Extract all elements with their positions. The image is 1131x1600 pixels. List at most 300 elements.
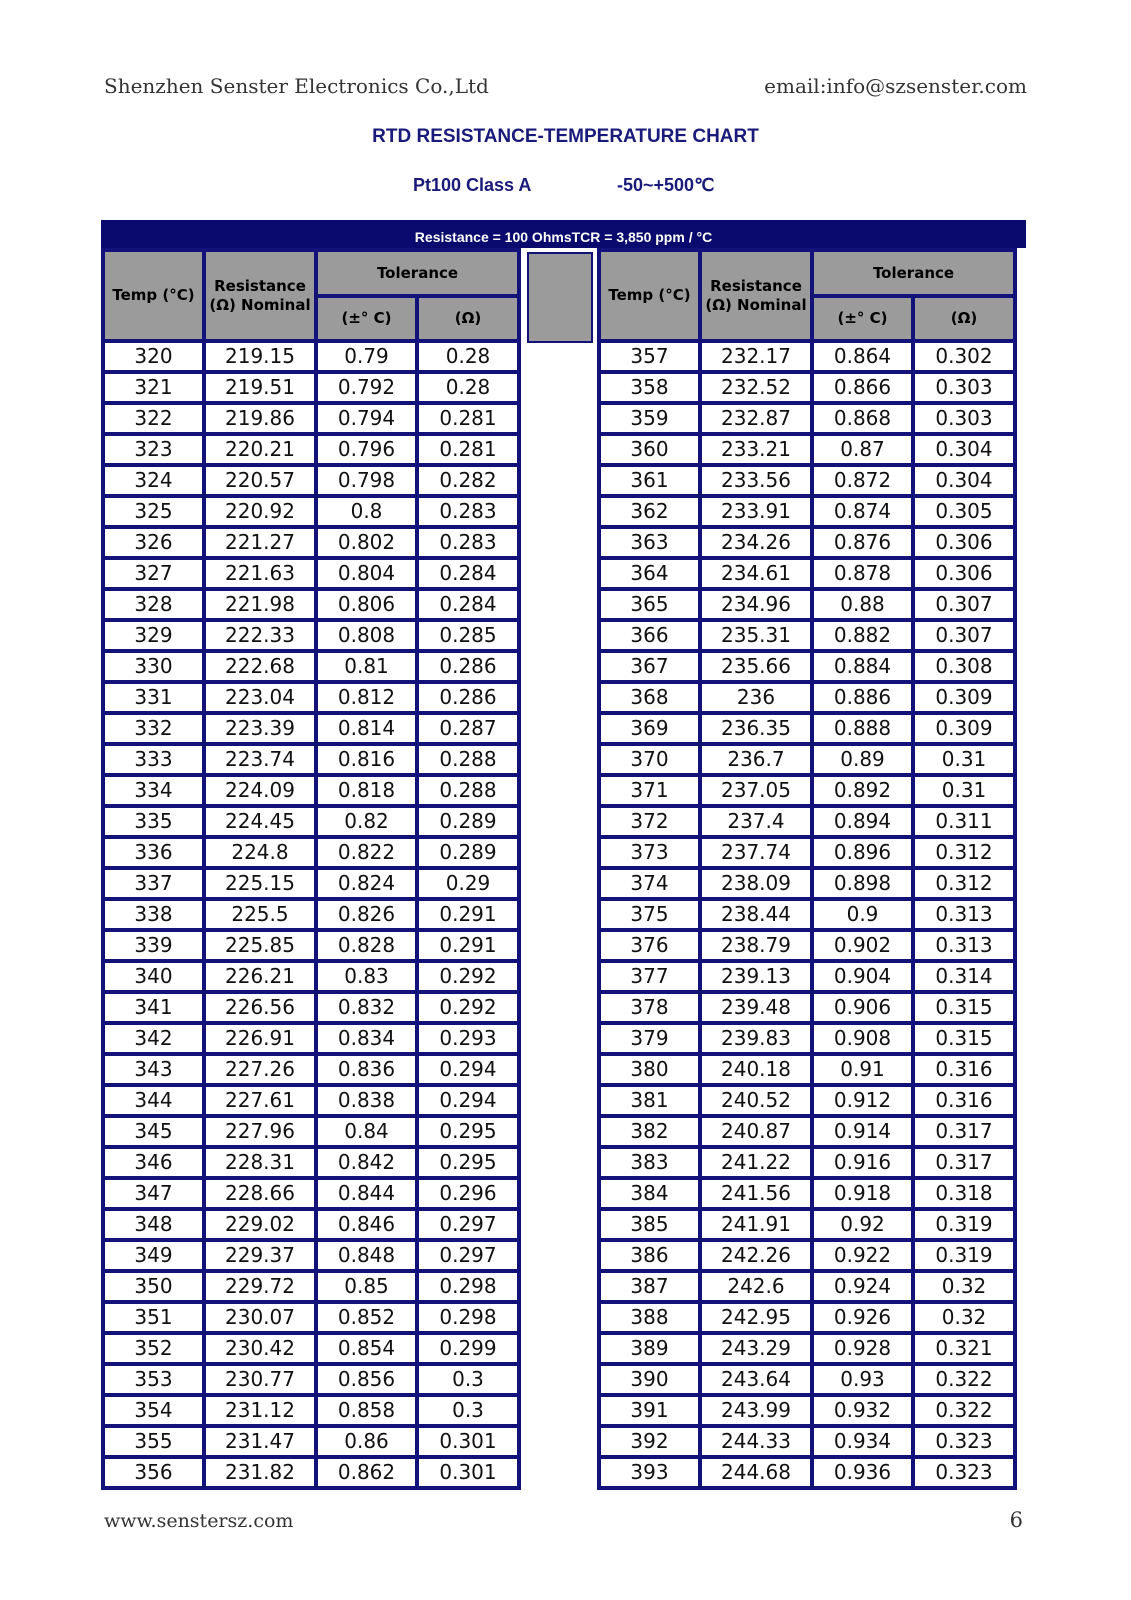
cell-tol-ohm: 0.315	[915, 1025, 1013, 1052]
col-header-resistance: Resistance (Ω) Nominal	[702, 252, 810, 339]
cell-tol-deg: 0.906	[814, 994, 911, 1021]
cell-tol-ohm: 0.292	[419, 963, 517, 990]
cell-temp: 364	[601, 560, 698, 587]
cell-temp: 328	[105, 591, 202, 618]
cell-resistance: 234.26	[702, 529, 810, 556]
cell-tol-deg: 0.802	[318, 529, 415, 556]
cell-resistance: 236.7	[702, 746, 810, 773]
cell-resistance: 231.47	[206, 1428, 314, 1455]
cell-resistance: 238.79	[702, 932, 810, 959]
table-row	[105, 932, 517, 959]
table-row	[105, 1366, 517, 1393]
cell-resistance: 240.52	[702, 1087, 810, 1114]
cell-temp: 389	[601, 1335, 698, 1362]
cell-tol-ohm: 0.307	[915, 622, 1013, 649]
cell-tol-deg: 0.91	[814, 1056, 911, 1083]
cell-temp: 386	[601, 1242, 698, 1269]
cell-tol-ohm: 0.298	[419, 1273, 517, 1300]
cell-tol-deg: 0.882	[814, 622, 911, 649]
cell-tol-ohm: 0.298	[419, 1304, 517, 1331]
cell-tol-ohm: 0.308	[915, 653, 1013, 680]
cell-tol-ohm: 0.316	[915, 1056, 1013, 1083]
cell-tol-deg: 0.894	[814, 808, 911, 835]
cell-tol-ohm: 0.283	[419, 498, 517, 525]
table-row	[105, 870, 517, 897]
table-row	[601, 436, 1013, 463]
cell-temp: 333	[105, 746, 202, 773]
cell-tol-ohm: 0.302	[915, 343, 1013, 370]
cell-tol-deg: 0.916	[814, 1149, 911, 1176]
cell-temp: 366	[601, 622, 698, 649]
cell-tol-ohm: 0.289	[419, 839, 517, 866]
table-row	[601, 1242, 1013, 1269]
cell-resistance: 219.15	[206, 343, 314, 370]
cell-tol-deg: 0.858	[318, 1397, 415, 1424]
cell-tol-ohm: 0.313	[915, 932, 1013, 959]
table-row	[105, 839, 517, 866]
table-row	[601, 529, 1013, 556]
cell-resistance: 243.64	[702, 1366, 810, 1393]
cell-tol-ohm: 0.296	[419, 1180, 517, 1207]
table-row	[601, 374, 1013, 401]
cell-resistance: 220.92	[206, 498, 314, 525]
table-row	[601, 1149, 1013, 1176]
cell-temp: 369	[601, 715, 698, 742]
cell-temp: 347	[105, 1180, 202, 1207]
table-row	[105, 1087, 517, 1114]
table-row	[601, 1335, 1013, 1362]
table-row	[105, 560, 517, 587]
table-body-left	[105, 343, 517, 1486]
cell-tol-deg: 0.794	[318, 405, 415, 432]
table-row	[105, 1459, 517, 1486]
cell-tol-ohm: 0.318	[915, 1180, 1013, 1207]
company-name: Shenzhen Senster Electronics Co.,Ltd	[104, 74, 489, 98]
website-url: www.senstersz.com	[104, 1510, 294, 1532]
cell-tol-ohm: 0.322	[915, 1397, 1013, 1424]
table-row	[105, 498, 517, 525]
cell-temp: 353	[105, 1366, 202, 1393]
cell-tol-deg: 0.79	[318, 343, 415, 370]
col-header-temp: Temp (°C)	[105, 252, 202, 339]
cell-temp: 356	[105, 1459, 202, 1486]
cell-resistance: 230.42	[206, 1335, 314, 1362]
cell-tol-ohm: 0.282	[419, 467, 517, 494]
cell-tol-deg: 0.834	[318, 1025, 415, 1052]
cell-temp: 331	[105, 684, 202, 711]
cell-tol-ohm: 0.297	[419, 1242, 517, 1269]
cell-temp: 335	[105, 808, 202, 835]
cell-tol-deg: 0.864	[814, 343, 911, 370]
cell-tol-ohm: 0.309	[915, 684, 1013, 711]
cell-tol-deg: 0.84	[318, 1118, 415, 1145]
cell-temp: 340	[105, 963, 202, 990]
table-row	[601, 1211, 1013, 1238]
cell-resistance: 235.66	[702, 653, 810, 680]
cell-resistance: 234.61	[702, 560, 810, 587]
cell-tol-deg: 0.886	[814, 684, 911, 711]
cell-resistance: 240.87	[702, 1118, 810, 1145]
cell-resistance: 238.09	[702, 870, 810, 897]
cell-resistance: 228.31	[206, 1149, 314, 1176]
cell-temp: 344	[105, 1087, 202, 1114]
table-row	[601, 1273, 1013, 1300]
cell-tol-deg: 0.854	[318, 1335, 415, 1362]
cell-tol-ohm: 0.303	[915, 405, 1013, 432]
cell-temp: 392	[601, 1428, 698, 1455]
cell-tol-ohm: 0.304	[915, 436, 1013, 463]
col-header-tol-ohm: (Ω)	[419, 298, 517, 339]
cell-temp: 330	[105, 653, 202, 680]
table-row	[601, 498, 1013, 525]
cell-tol-deg: 0.902	[814, 932, 911, 959]
table-row	[105, 808, 517, 835]
cell-tol-deg: 0.8	[318, 498, 415, 525]
cell-tol-ohm: 0.316	[915, 1087, 1013, 1114]
cell-temp: 380	[601, 1056, 698, 1083]
cell-tol-deg: 0.93	[814, 1366, 911, 1393]
cell-resistance: 232.87	[702, 405, 810, 432]
table-row	[105, 1180, 517, 1207]
cell-tol-deg: 0.868	[814, 405, 911, 432]
cell-temp: 368	[601, 684, 698, 711]
cell-temp: 388	[601, 1304, 698, 1331]
cell-resistance: 242.6	[702, 1273, 810, 1300]
col-header-resistance: Resistance (Ω) Nominal	[206, 252, 314, 339]
cell-tol-deg: 0.928	[814, 1335, 911, 1362]
cell-tol-ohm: 0.29	[419, 870, 517, 897]
cell-tol-ohm: 0.321	[915, 1335, 1013, 1362]
cell-resistance: 237.74	[702, 839, 810, 866]
cell-tol-deg: 0.904	[814, 963, 911, 990]
cell-temp: 371	[601, 777, 698, 804]
cell-tol-ohm: 0.289	[419, 808, 517, 835]
cell-tol-ohm: 0.297	[419, 1211, 517, 1238]
cell-resistance: 237.05	[702, 777, 810, 804]
cell-temp: 327	[105, 560, 202, 587]
cell-temp: 365	[601, 591, 698, 618]
table-row	[601, 932, 1013, 959]
header-spacer	[527, 252, 593, 343]
cell-resistance: 227.96	[206, 1118, 314, 1145]
table-row	[105, 1335, 517, 1362]
cell-temp: 367	[601, 653, 698, 680]
cell-tol-ohm: 0.317	[915, 1149, 1013, 1176]
cell-tol-deg: 0.838	[318, 1087, 415, 1114]
cell-resistance: 219.86	[206, 405, 314, 432]
table-row	[601, 622, 1013, 649]
table-row	[105, 405, 517, 432]
cell-temp: 320	[105, 343, 202, 370]
cell-tol-deg: 0.896	[814, 839, 911, 866]
cell-temp: 349	[105, 1242, 202, 1269]
table-row	[601, 994, 1013, 1021]
cell-resistance: 233.56	[702, 467, 810, 494]
cell-resistance: 225.5	[206, 901, 314, 928]
cell-tol-deg: 0.796	[318, 436, 415, 463]
table-row	[601, 405, 1013, 432]
cell-tol-ohm: 0.31	[915, 746, 1013, 773]
cell-resistance: 236.35	[702, 715, 810, 742]
cell-resistance: 223.39	[206, 715, 314, 742]
cell-temp: 359	[601, 405, 698, 432]
cell-resistance: 225.15	[206, 870, 314, 897]
cell-temp: 339	[105, 932, 202, 959]
cell-tol-ohm: 0.285	[419, 622, 517, 649]
col-header-temp: Temp (°C)	[601, 252, 698, 339]
cell-tol-deg: 0.908	[814, 1025, 911, 1052]
cell-tol-deg: 0.852	[318, 1304, 415, 1331]
table-row	[105, 653, 517, 680]
cell-temp: 390	[601, 1366, 698, 1393]
cell-resistance: 231.12	[206, 1397, 314, 1424]
cell-temp: 393	[601, 1459, 698, 1486]
cell-resistance: 230.77	[206, 1366, 314, 1393]
cell-temp: 322	[105, 405, 202, 432]
table-row	[105, 374, 517, 401]
contact-email: email:info@szsenster.com	[764, 74, 1027, 98]
table-row	[601, 777, 1013, 804]
cell-tol-ohm: 0.291	[419, 901, 517, 928]
cell-temp: 375	[601, 901, 698, 928]
cell-resistance: 242.26	[702, 1242, 810, 1269]
cell-temp: 373	[601, 839, 698, 866]
table-row	[601, 467, 1013, 494]
cell-tol-deg: 0.842	[318, 1149, 415, 1176]
cell-resistance: 232.17	[702, 343, 810, 370]
cell-resistance: 241.56	[702, 1180, 810, 1207]
table-row	[601, 870, 1013, 897]
table-row	[105, 1025, 517, 1052]
cell-temp: 341	[105, 994, 202, 1021]
table-row	[601, 1056, 1013, 1083]
cell-tol-ohm: 0.323	[915, 1459, 1013, 1486]
cell-tol-deg: 0.814	[318, 715, 415, 742]
cell-tol-ohm: 0.288	[419, 777, 517, 804]
cell-tol-deg: 0.892	[814, 777, 911, 804]
cell-temp: 370	[601, 746, 698, 773]
cell-tol-deg: 0.912	[814, 1087, 911, 1114]
cell-temp: 382	[601, 1118, 698, 1145]
cell-resistance: 225.85	[206, 932, 314, 959]
table-row	[105, 591, 517, 618]
cell-resistance: 226.56	[206, 994, 314, 1021]
rtd-table-left	[101, 248, 521, 1490]
cell-tol-deg: 0.926	[814, 1304, 911, 1331]
cell-resistance: 226.21	[206, 963, 314, 990]
cell-resistance: 229.37	[206, 1242, 314, 1269]
table-row	[105, 467, 517, 494]
table-row	[105, 622, 517, 649]
cell-resistance: 244.33	[702, 1428, 810, 1455]
table-row	[105, 436, 517, 463]
cell-tol-deg: 0.85	[318, 1273, 415, 1300]
table-row	[601, 343, 1013, 370]
table-row	[601, 1025, 1013, 1052]
cell-temp: 374	[601, 870, 698, 897]
cell-tol-deg: 0.862	[318, 1459, 415, 1486]
cell-tol-deg: 0.81	[318, 653, 415, 680]
cell-temp: 379	[601, 1025, 698, 1052]
table-row	[601, 808, 1013, 835]
cell-tol-ohm: 0.304	[915, 467, 1013, 494]
cell-tol-ohm: 0.292	[419, 994, 517, 1021]
cell-tol-deg: 0.922	[814, 1242, 911, 1269]
table-row	[105, 1242, 517, 1269]
table-row	[601, 746, 1013, 773]
col-header-tol-deg: (±° C)	[318, 298, 415, 339]
cell-temp: 351	[105, 1304, 202, 1331]
cell-resistance: 219.51	[206, 374, 314, 401]
cell-tol-ohm: 0.315	[915, 994, 1013, 1021]
table-row	[601, 591, 1013, 618]
table-row	[105, 746, 517, 773]
cell-tol-deg: 0.876	[814, 529, 911, 556]
cell-tol-deg: 0.874	[814, 498, 911, 525]
cell-temp: 354	[105, 1397, 202, 1424]
cell-resistance: 220.57	[206, 467, 314, 494]
cell-resistance: 227.26	[206, 1056, 314, 1083]
page-number: 6	[1009, 1508, 1023, 1532]
cell-resistance: 244.68	[702, 1459, 810, 1486]
cell-temp: 337	[105, 870, 202, 897]
cell-tol-ohm: 0.319	[915, 1242, 1013, 1269]
cell-tol-deg: 0.848	[318, 1242, 415, 1269]
cell-temp: 324	[105, 467, 202, 494]
cell-temp: 355	[105, 1428, 202, 1455]
cell-tol-ohm: 0.31	[915, 777, 1013, 804]
cell-temp: 321	[105, 374, 202, 401]
cell-temp: 325	[105, 498, 202, 525]
cell-tol-ohm: 0.32	[915, 1273, 1013, 1300]
cell-tol-ohm: 0.305	[915, 498, 1013, 525]
cell-tol-deg: 0.806	[318, 591, 415, 618]
table-row	[601, 715, 1013, 742]
cell-tol-deg: 0.844	[318, 1180, 415, 1207]
cell-resistance: 233.21	[702, 436, 810, 463]
table-row	[105, 1056, 517, 1083]
cell-tol-ohm: 0.293	[419, 1025, 517, 1052]
cell-tol-deg: 0.808	[318, 622, 415, 649]
table-row	[105, 1273, 517, 1300]
table-row	[105, 1118, 517, 1145]
table-row	[105, 1211, 517, 1238]
temperature-range: -50~+500℃	[617, 175, 715, 195]
rtd-table-right	[597, 248, 1017, 1490]
cell-tol-ohm: 0.314	[915, 963, 1013, 990]
table-row	[105, 1149, 517, 1176]
cell-tol-ohm: 0.311	[915, 808, 1013, 835]
cell-tol-deg: 0.89	[814, 746, 911, 773]
cell-resistance: 223.74	[206, 746, 314, 773]
cell-tol-ohm: 0.286	[419, 684, 517, 711]
table-row	[105, 963, 517, 990]
cell-tol-deg: 0.87	[814, 436, 911, 463]
cell-tol-ohm: 0.281	[419, 436, 517, 463]
cell-temp: 376	[601, 932, 698, 959]
cell-tol-ohm: 0.281	[419, 405, 517, 432]
page-title: RTD RESISTANCE-TEMPERATURE CHART	[372, 126, 759, 147]
cell-resistance: 222.68	[206, 653, 314, 680]
cell-temp: 391	[601, 1397, 698, 1424]
cell-tol-ohm: 0.299	[419, 1335, 517, 1362]
cell-resistance: 224.09	[206, 777, 314, 804]
cell-temp: 326	[105, 529, 202, 556]
cell-tol-deg: 0.812	[318, 684, 415, 711]
cell-tol-ohm: 0.284	[419, 591, 517, 618]
table-row	[105, 1428, 517, 1455]
cell-temp: 383	[601, 1149, 698, 1176]
cell-tol-ohm: 0.301	[419, 1459, 517, 1486]
table-row	[105, 994, 517, 1021]
cell-resistance: 237.4	[702, 808, 810, 835]
table-row	[105, 684, 517, 711]
cell-temp: 348	[105, 1211, 202, 1238]
cell-tol-deg: 0.822	[318, 839, 415, 866]
cell-resistance: 238.44	[702, 901, 810, 928]
cell-tol-ohm: 0.3	[419, 1366, 517, 1393]
cell-tol-ohm: 0.322	[915, 1366, 1013, 1393]
cell-temp: 350	[105, 1273, 202, 1300]
table-row	[601, 1118, 1013, 1145]
table-body-right	[601, 343, 1013, 1486]
cell-tol-deg: 0.878	[814, 560, 911, 587]
table-row	[601, 1428, 1013, 1455]
cell-tol-ohm: 0.284	[419, 560, 517, 587]
cell-resistance: 231.82	[206, 1459, 314, 1486]
cell-temp: 342	[105, 1025, 202, 1052]
cell-tol-deg: 0.872	[814, 467, 911, 494]
cell-tol-ohm: 0.317	[915, 1118, 1013, 1145]
cell-tol-deg: 0.792	[318, 374, 415, 401]
cell-tol-ohm: 0.28	[419, 374, 517, 401]
cell-tol-ohm: 0.312	[915, 839, 1013, 866]
cell-resistance: 239.48	[702, 994, 810, 1021]
cell-resistance: 243.99	[702, 1397, 810, 1424]
cell-tol-deg: 0.816	[318, 746, 415, 773]
cell-resistance: 227.61	[206, 1087, 314, 1114]
cell-tol-deg: 0.934	[814, 1428, 911, 1455]
table-row	[601, 839, 1013, 866]
cell-tol-ohm: 0.323	[915, 1428, 1013, 1455]
cell-resistance: 235.31	[702, 622, 810, 649]
table-row	[601, 1180, 1013, 1207]
cell-resistance: 229.02	[206, 1211, 314, 1238]
table-row	[601, 1397, 1013, 1424]
cell-tol-ohm: 0.3	[419, 1397, 517, 1424]
cell-tol-ohm: 0.309	[915, 715, 1013, 742]
table-row	[601, 1366, 1013, 1393]
cell-tol-ohm: 0.313	[915, 901, 1013, 928]
table-row	[601, 1304, 1013, 1331]
cell-tol-deg: 0.824	[318, 870, 415, 897]
cell-tol-ohm: 0.319	[915, 1211, 1013, 1238]
table-row	[601, 684, 1013, 711]
cell-tol-ohm: 0.306	[915, 560, 1013, 587]
cell-tol-deg: 0.804	[318, 560, 415, 587]
table-row	[105, 529, 517, 556]
cell-tol-deg: 0.832	[318, 994, 415, 1021]
cell-tol-deg: 0.88	[814, 591, 911, 618]
cell-tol-deg: 0.798	[318, 467, 415, 494]
col-header-tolerance: Tolerance	[318, 252, 517, 294]
cell-temp: 384	[601, 1180, 698, 1207]
table-row	[105, 343, 517, 370]
table-row	[105, 777, 517, 804]
table-row	[105, 1397, 517, 1424]
cell-tol-ohm: 0.294	[419, 1087, 517, 1114]
cell-resistance: 232.52	[702, 374, 810, 401]
